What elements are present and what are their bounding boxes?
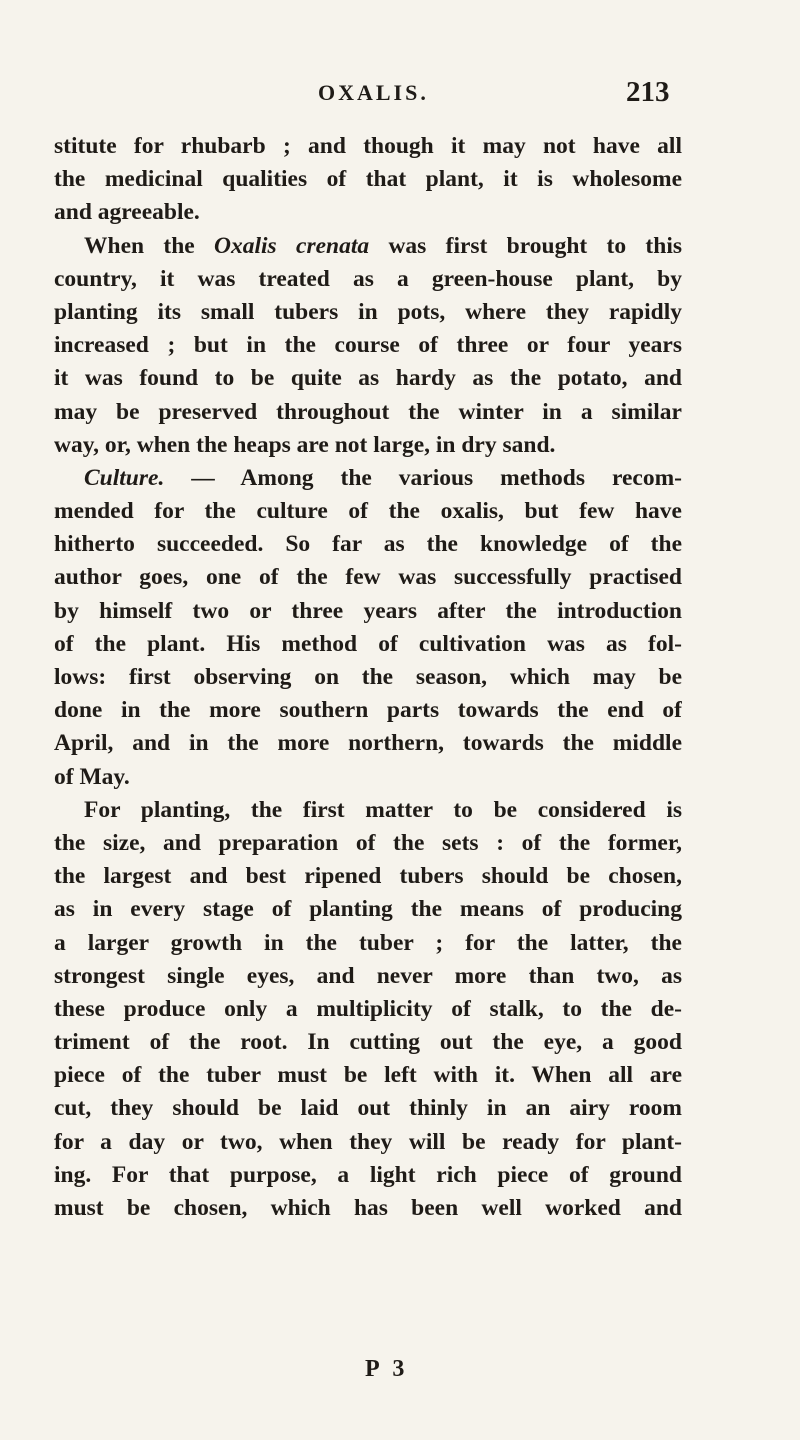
text-line: [54, 694, 682, 727]
text-line: [54, 528, 682, 561]
running-title: OXALIS.: [318, 80, 429, 105]
running-head: [0, 76, 800, 116]
text-segment: stitute for rhubarb ; and though it may not have all: [54, 133, 682, 159]
text-segment: strongest single eyes, and never more than two, as: [54, 962, 682, 989]
text-segment: a larger growth in the tuber ; for the latter, the: [54, 929, 682, 956]
signature-mark: P 3: [365, 1356, 409, 1382]
italic-term: Oxalis crenata: [214, 232, 370, 259]
text-line: [54, 561, 682, 594]
text-line: [54, 362, 682, 395]
text-segment: must be chosen, which has been well worked and: [54, 1195, 682, 1221]
text-segment: April, and in the more northern, towards the middle: [54, 730, 682, 757]
text-segment: cut, they should be laid out thinly in an airy room: [54, 1095, 682, 1122]
text-line: [54, 761, 682, 794]
text-segment: the largest and best ripened tubers should be chosen,: [54, 863, 682, 890]
text-segment: hitherto succeeded. So far as the knowledge of the: [54, 531, 682, 558]
text-line: [54, 827, 682, 860]
text-segment: and agreeable.: [54, 199, 200, 226]
text-line: [54, 927, 682, 960]
text-line: [54, 429, 682, 462]
text-segment: for a day or two, when they will be ready for plant-: [54, 1128, 682, 1155]
text-line: [54, 628, 682, 661]
text-segment: the size, and preparation of the sets : of the former,: [54, 829, 682, 856]
text-line: [54, 794, 682, 827]
text-line: [54, 263, 682, 296]
text-line: [54, 661, 682, 694]
text-segment: ing. For that purpose, a light rich piece of ground: [54, 1161, 682, 1188]
text-line: [54, 1159, 682, 1192]
text-line: [54, 130, 682, 163]
text-segment: triment of the root. In cutting out the eye, a good: [54, 1029, 682, 1056]
text-segment: increased ; but in the course of three or four years: [54, 332, 682, 359]
text-line: [54, 1092, 682, 1125]
text-segment: country, it was treated as a green-house plant, by: [54, 265, 682, 292]
text-line: [54, 329, 682, 362]
text-segment: piece of the tuber must be left with it. When all are: [54, 1062, 682, 1089]
text-line: [54, 727, 682, 760]
text-segment: lows: first observing on the season, which may be: [54, 664, 682, 690]
text-segment: done in the more southern parts towards the end of: [54, 697, 682, 724]
text-line: [54, 860, 682, 893]
text-segment: as in every stage of planting the means of producing: [54, 896, 682, 923]
text-line: [54, 1192, 682, 1225]
body-text: [54, 130, 682, 1225]
text-segment: by himself two or three years after the introduction: [54, 597, 682, 624]
text-segment: was first brought to this: [369, 232, 682, 259]
text-line: [54, 1026, 682, 1059]
italic-term: Culture.: [84, 464, 165, 491]
text-segment: For planting, the first matter to be considered is: [84, 796, 682, 823]
page-number: 213: [626, 76, 670, 108]
text-line: [54, 163, 682, 196]
text-line: [54, 595, 682, 628]
text-line: [54, 196, 682, 229]
text-line: [54, 396, 682, 429]
text-segment: When the: [84, 232, 215, 259]
text-segment: — Among the various methods recom-: [164, 464, 682, 491]
text-line: [54, 296, 682, 329]
text-segment: of the plant. His method of cultivation was as fol-: [54, 630, 682, 657]
text-segment: way, or, when the heaps are not large, in dry sand.: [54, 431, 556, 458]
text-segment: it was found to be quite as hardy as the potato, and: [54, 365, 682, 392]
text-line: [54, 495, 682, 528]
text-line: [54, 1126, 682, 1159]
text-segment: mended for the culture of the oxalis, but few have: [54, 498, 682, 525]
text-line: [54, 1059, 682, 1092]
text-line: [54, 462, 682, 495]
text-segment: the medicinal qualities of that plant, it is wholesome: [54, 166, 682, 193]
text-segment: planting its small tubers in pots, where they rapidly: [54, 298, 682, 325]
text-line: [54, 230, 682, 263]
text-line: [54, 993, 682, 1026]
text-line: [54, 960, 682, 993]
text-segment: of May.: [54, 763, 130, 790]
text-segment: author goes, one of the few was successfully practised: [54, 564, 682, 591]
text-segment: may be preserved throughout the winter in a similar: [54, 398, 682, 425]
text-segment: these produce only a multiplicity of stalk, to the de-: [54, 995, 682, 1022]
text-line: [54, 893, 682, 926]
